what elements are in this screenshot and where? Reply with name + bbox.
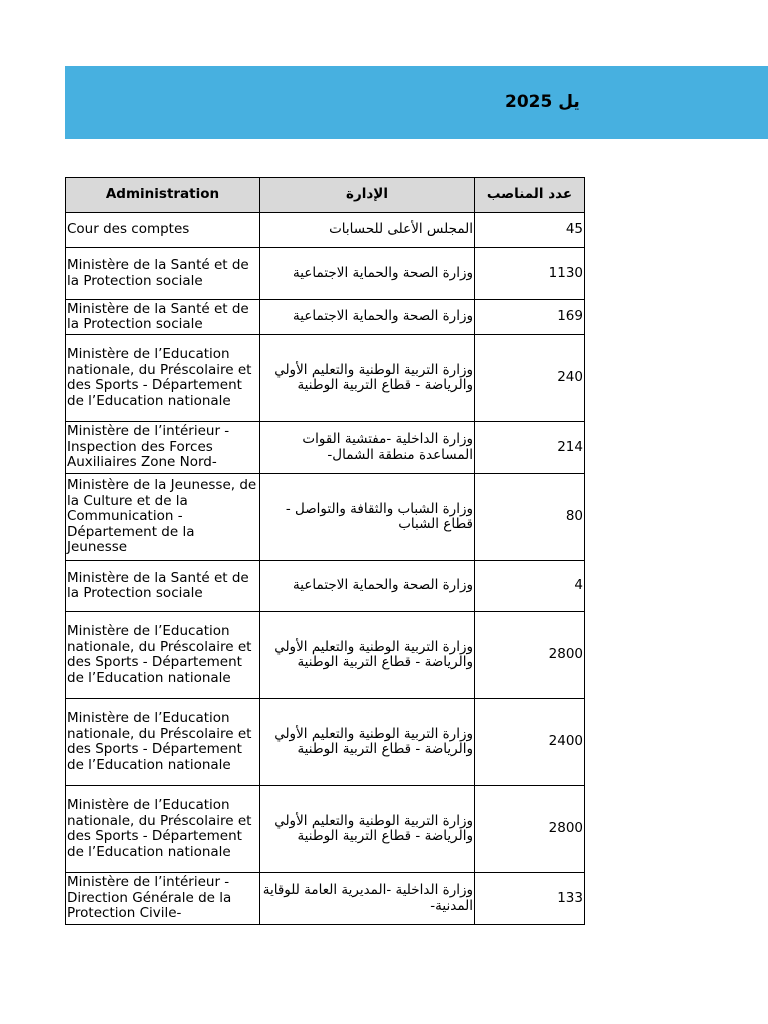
cell-administration-ar: وزارة الصحة والحماية الاجتماعية xyxy=(260,561,475,612)
cell-count: 1130 xyxy=(475,248,585,300)
cell-administration-fr: Ministère de la Santé et de la Protection sociale xyxy=(66,300,260,335)
positions-table xyxy=(65,177,585,925)
cell-administration-ar: وزارة التربية الوطنية والتعليم الأولي والرياضة - قطاع التربية الوطنية xyxy=(260,612,475,699)
header-count: عدد المناصب xyxy=(475,178,585,213)
cell-count: 240 xyxy=(475,335,585,422)
cell-administration-fr: Ministère de l’intérieur - Inspection des Forces Auxiliaires Zone Nord- xyxy=(66,422,260,474)
cell-administration-fr: Ministère de la Santé et de la Protection sociale xyxy=(66,248,260,300)
cell-administration-fr: Ministère de l’intérieur - Direction Générale de la Protection Civile- xyxy=(66,873,260,925)
cell-administration-ar: وزارة التربية الوطنية والتعليم الأولي والرياضة - قطاع التربية الوطنية xyxy=(260,699,475,786)
cell-administration-ar: وزارة التربية الوطنية والتعليم الأولي والرياضة - قطاع التربية الوطنية xyxy=(260,786,475,873)
header-idara: الإدارة xyxy=(260,178,475,213)
header-administration: Administration xyxy=(66,178,260,213)
table-row xyxy=(66,300,585,335)
cell-administration-ar: وزارة الشباب والثقافة والتواصل - قطاع الشباب xyxy=(260,474,475,561)
table-row xyxy=(66,561,585,612)
table-row xyxy=(66,213,585,248)
cell-count: 214 xyxy=(475,422,585,474)
cell-administration-ar: وزارة الداخلية -المديرية العامة للوقاية المدنية- xyxy=(260,873,475,925)
banner-title: يل 2025 xyxy=(505,92,580,112)
cell-administration-ar: وزارة الداخلية -مفتشية القوات المساعدة منطقة الشمال- xyxy=(260,422,475,474)
cell-count: 2800 xyxy=(475,786,585,873)
cell-administration-fr: Ministère de l’Education nationale, du Préscolaire et des Sports - Département de l’Education nationale xyxy=(66,612,260,699)
table-row xyxy=(66,422,585,474)
table-header-row xyxy=(66,178,585,213)
title-banner xyxy=(65,66,768,139)
table-row xyxy=(66,335,585,422)
cell-count: 80 xyxy=(475,474,585,561)
cell-administration-fr: Ministère de la Jeunesse, de la Culture et de la Communication - Département de la Jeunesse xyxy=(66,474,260,561)
table-row xyxy=(66,786,585,873)
cell-count: 45 xyxy=(475,213,585,248)
cell-administration-fr: Cour des comptes xyxy=(66,213,260,248)
cell-administration-ar: وزارة الصحة والحماية الاجتماعية xyxy=(260,248,475,300)
table-row xyxy=(66,699,585,786)
table-row xyxy=(66,474,585,561)
cell-count: 2800 xyxy=(475,612,585,699)
cell-count: 169 xyxy=(475,300,585,335)
cell-administration-fr: Ministère de l’Education nationale, du Préscolaire et des Sports - Département de l’Education nationale xyxy=(66,335,260,422)
cell-administration-fr: Ministère de l’Education nationale, du Préscolaire et des Sports - Département de l’Education nationale xyxy=(66,699,260,786)
cell-administration-ar: وزارة الصحة والحماية الاجتماعية xyxy=(260,300,475,335)
cell-administration-ar: وزارة التربية الوطنية والتعليم الأولي والرياضة - قطاع التربية الوطنية xyxy=(260,335,475,422)
cell-count: 133 xyxy=(475,873,585,925)
cell-count: 2400 xyxy=(475,699,585,786)
cell-count: 4 xyxy=(475,561,585,612)
cell-administration-ar: المجلس الأعلى للحسابات xyxy=(260,213,475,248)
table-row xyxy=(66,612,585,699)
table-row xyxy=(66,873,585,925)
cell-administration-fr: Ministère de la Santé et de la Protection sociale xyxy=(66,561,260,612)
cell-administration-fr: Ministère de l’Education nationale, du Préscolaire et des Sports - Département de l’Education nationale xyxy=(66,786,260,873)
table-row xyxy=(66,248,585,300)
